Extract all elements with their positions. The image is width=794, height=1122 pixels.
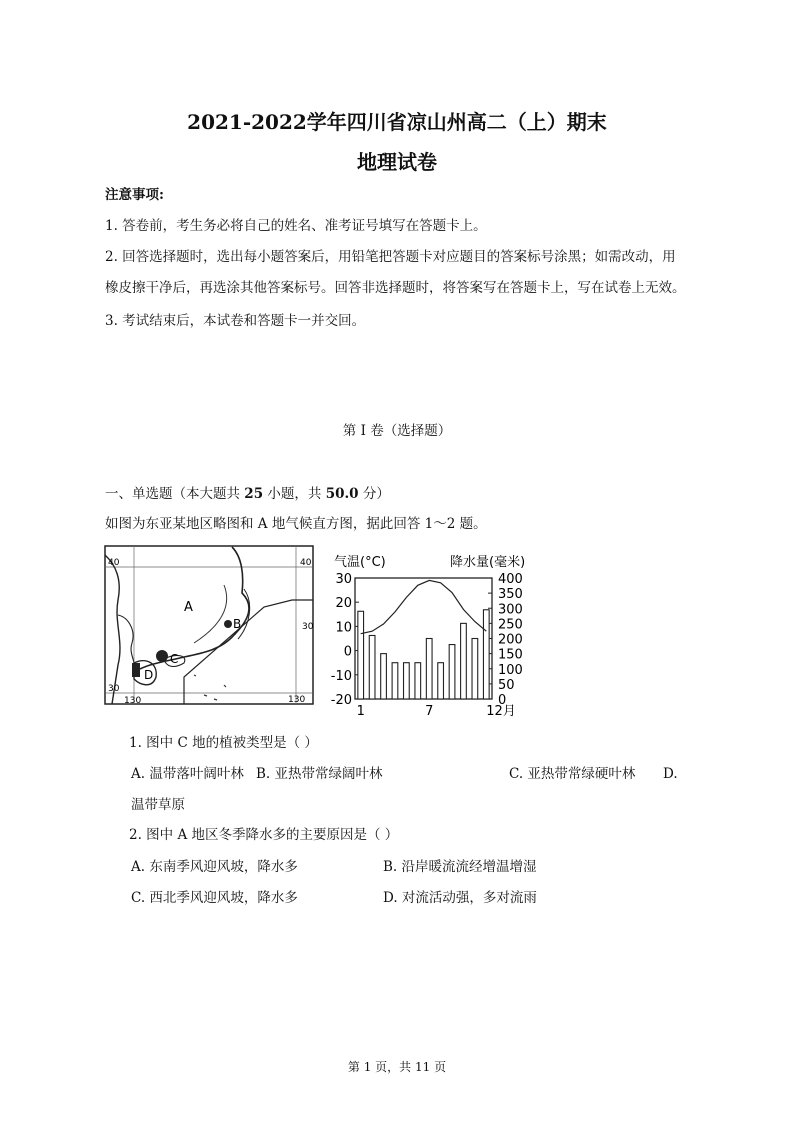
lat-label-40-left: 40 — [108, 558, 120, 568]
precip-bar — [461, 623, 467, 699]
right-tick-label: 50 — [498, 677, 515, 693]
q1-option-d-continued: 温带草原 — [131, 797, 185, 813]
precip-bar — [392, 663, 398, 699]
q2-option-d[interactable]: D. 对流活动强，多对流雨 — [383, 890, 537, 906]
precip-bar — [472, 639, 478, 700]
notice-item-2-line2: 橡皮擦干净后，再选涂其他答案标号。回答非选择题时，将答案写在答题卡上，写在试卷上无效。 — [105, 280, 686, 296]
right-tick-label: 350 — [498, 587, 523, 603]
right-tick-label: 150 — [498, 647, 523, 663]
precip-bar — [483, 610, 489, 699]
right-tick-label: 250 — [498, 617, 523, 633]
climate-chart — [320, 545, 530, 720]
q2-option-a[interactable]: A. 东南季风迎风坡，降水多 — [131, 859, 298, 875]
left-tick-label: 20 — [335, 596, 352, 612]
precip-bar — [426, 639, 432, 700]
x-tick-label: 1 — [356, 704, 365, 719]
precip-bar — [381, 654, 387, 699]
right-tick-label: 200 — [498, 632, 523, 648]
q2-stem: 2. 图中 A 地区冬季降水多的主要原因是（ ） — [129, 827, 399, 843]
part-title-text-a: 一、单选题（本大题共 — [105, 486, 245, 502]
left-tick-label: 10 — [335, 620, 352, 636]
lon-label-130-right: 130 — [288, 695, 306, 705]
left-tick-label: 0 — [343, 644, 352, 660]
page-footer: 第 1 页，共 11 页 — [347, 1060, 447, 1074]
left-tick-label: 30 — [335, 572, 352, 587]
chart-plot-frame — [355, 578, 492, 699]
right-axis-label: 降水量(毫米) — [450, 555, 526, 570]
q1-option-b[interactable]: B. 亚热带常绿阔叶林 — [256, 766, 383, 782]
point-a-label: A — [184, 600, 193, 615]
right-tick-label: 100 — [498, 662, 523, 678]
lon-label-130-left: 130 — [124, 696, 142, 706]
q1-option-c[interactable]: C. 亚热带常绿硬叶林 — [509, 766, 636, 782]
q1-option-a[interactable]: A. 温带落叶阔叶林 — [131, 766, 244, 782]
point-c-label: C — [170, 652, 179, 666]
part-title-text-b: 小题，共 — [263, 486, 326, 502]
right-tick-label: 300 — [498, 602, 523, 618]
precip-bar — [449, 645, 455, 699]
exam-title-line1: 2021-2022学年四川省凉山州高二（上）期末 — [187, 110, 607, 134]
x-tick-label: 12月 — [486, 704, 516, 719]
question-count: 25 — [244, 486, 264, 502]
precip-bar — [415, 663, 421, 699]
precip-bar — [358, 611, 364, 699]
notice-item-2-line1: 2. 回答选择题时，选出每小题答案后，用铅笔把答题卡对应题目的答案标号涂黑；如需改动，用 — [105, 249, 676, 265]
point-b-marker — [224, 620, 232, 628]
part-title — [105, 485, 390, 503]
q1-option-d[interactable]: D. — [663, 766, 678, 782]
right-tick-label: 0 — [498, 693, 507, 708]
left-tick-label: -20 — [330, 693, 352, 708]
notice-item-1: 1. 答卷前，考生务必将自己的姓名、准考证号填写在答题卡上。 — [105, 218, 487, 234]
q1-stem: 1. 图中 C 地的植被类型是（ ） — [129, 735, 318, 751]
point-d-marker — [132, 663, 140, 677]
point-b-label: B — [233, 617, 242, 631]
precip-bar — [404, 663, 410, 699]
lat-label-40-right: 40 — [300, 558, 312, 568]
left-axis-label: 气温(°C) — [334, 555, 386, 570]
q2-option-b[interactable]: B. 沿岸暖流流经增温增湿 — [383, 859, 537, 875]
east-asia-map — [104, 545, 316, 707]
left-tick-label: -10 — [330, 668, 352, 684]
lat-label-30-right: 30 — [302, 622, 314, 632]
x-tick-label: 7 — [425, 704, 434, 719]
q2-option-c[interactable]: C. 西北季风迎风坡，降水多 — [131, 890, 298, 906]
notice-heading: 注意事项: — [105, 187, 164, 203]
exam-title-line2: 地理试卷 — [357, 150, 437, 174]
precip-bar — [369, 635, 375, 699]
volume-title: 第 I 卷（选择题） — [342, 423, 452, 439]
total-score: 50.0 — [325, 486, 359, 502]
point-c-marker — [156, 650, 168, 662]
part-title-text-c: 分） — [358, 486, 390, 502]
right-tick-label: 400 — [498, 572, 523, 587]
figure-intro: 如图为东亚某地区略图和 A 地气候直方图，据此回答 1～2 题。 — [105, 516, 487, 532]
point-d-label: D — [144, 668, 154, 682]
lat-label-30-left: 30 — [108, 684, 120, 694]
precip-bar — [438, 663, 444, 699]
notice-item-3: 3. 考试结束后，本试卷和答题卡一并交回。 — [105, 313, 366, 329]
